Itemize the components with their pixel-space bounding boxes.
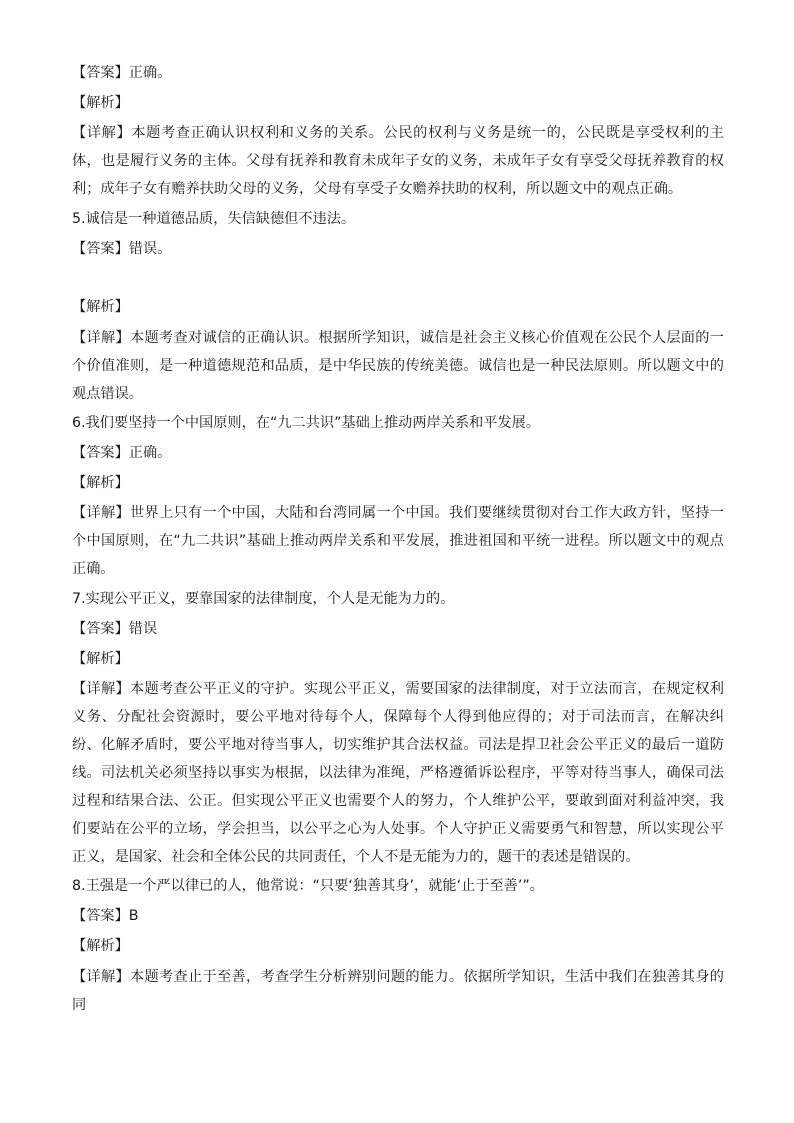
text-line: 7.实现公平正义，要靠国家的法律制度，个人是无能为力的。 xyxy=(72,590,455,607)
text-line: 8.王强是一个严以律已的人，他常说：“只要‘独善其身’，就能‘止于至善’”。 xyxy=(72,878,544,895)
text-line: 【解析】 xyxy=(72,299,129,316)
text-line: 【答案】错误 xyxy=(72,620,158,637)
text-line: 【答案】错误。 xyxy=(72,240,172,257)
text-line: 【解析】 xyxy=(72,938,129,955)
blank-spacer xyxy=(72,269,724,298)
text-line: 【解析】 xyxy=(72,650,129,667)
explanation-paragraph: 【详解】世界上只有一个中国，大陆和台湾同属一个中国。我们要继续贯彻对台工作大政方针，坚持一个中国原则，在“九二共识”基础上推动两岸关系和平发展，推进祖国和平统一进程。所以题文中的观点正确。 xyxy=(72,505,724,578)
text-line: 6.我们要坚持一个中国原则，在“九二共识”基础上推动两岸关系和平发展。 xyxy=(72,415,541,432)
text-line: 5.诚信是一种道德品质，失信缺德但不违法。 xyxy=(72,210,356,227)
explanation-paragraph: 【详解】本题考查正确认识权利和义务的关系。公民的权利与义务是统一的，公民既是享受权利的主体，也是履行义务的主体。父母有抚养和教育未成年子女的义务，未成年子女有享受父母抚养教育的权利；成年子女有赡养扶助父母的义务，父母有享受子女赡养扶助的权利，所以题文中的观点正确。 xyxy=(72,125,724,198)
text-line: 【答案】正确。 xyxy=(72,65,172,81)
text-line: 【答案】B xyxy=(72,908,139,925)
explanation-paragraph: 【详解】本题考查公平正义的守护。实现公平正义，需要国家的法律制度，对于立法而言，在规定权利义务、分配社会资源时，要公平地对待每个人，保障每个人得到他应得的；对于司法而言，在解决纠纷、化解矛盾时，要公平地对待当事人，切实维护其合法权益。司法是捍卫社会公平正义的最后一道防线。司法机关必须坚持以事实为根据，以法律为准绳，严格遵循诉讼程序，平等对待当事人，确保司法过程和结果合法、公正。但实现公平正义也需要个人的努力，个人维护公平，要敢到面对利益冲突，我们要站在公平的立场，学会担当，以公平之心为人处事。个人守护正义需要勇气和智慧，所以实现公平正义，是国家、社会和全体公民的共同责任，个人不是无能为力的，题干的表述是错误的。 xyxy=(72,680,724,865)
explanation-paragraph: 【详解】本题考查止于至善，考查学生分析辨别问题的能力。依据所学知识，生活中我们在独善其身的同 xyxy=(72,968,724,1013)
text-line: 【解析】 xyxy=(72,94,129,111)
document-page xyxy=(72,64,724,1025)
text-line: 【答案】正确。 xyxy=(72,445,172,462)
text-line: 【解析】 xyxy=(72,475,129,492)
explanation-paragraph: 【详解】本题考查对诚信的正确认识。根据所学知识，诚信是社会主义核心价值观在公民个人层面的一个价值准则，是一种道德规范和品质，是中华民族的传统美德。诚信也是一种民法原则。所以题文中的观点错误。 xyxy=(72,329,724,402)
